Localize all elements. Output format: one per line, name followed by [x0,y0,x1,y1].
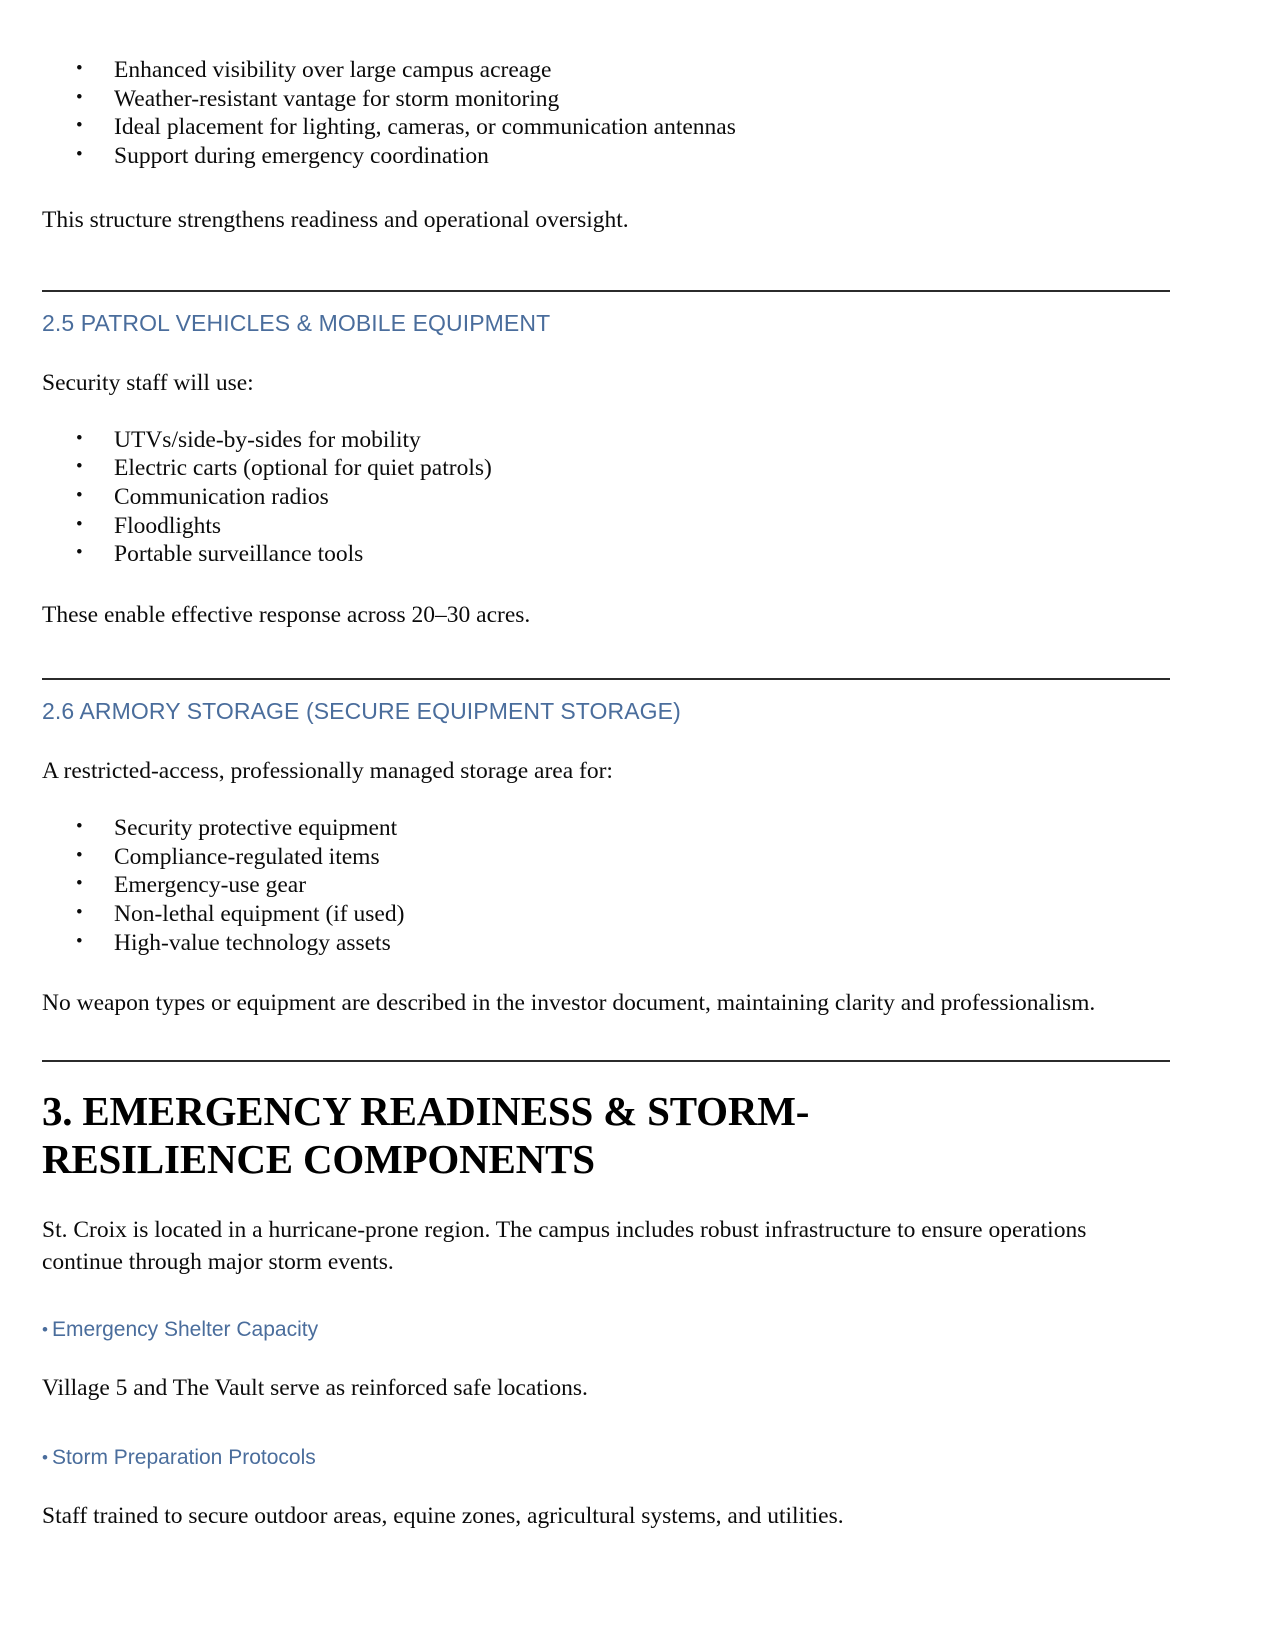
storm-preparation-protocols-label [42,1446,1170,1470]
list-item-label: Floodlights [114,512,222,539]
section-2-5-closing-paragraph: These enable effective response across 20–30 acres. [42,601,531,628]
list-item [42,929,1170,958]
list-item [42,814,1170,843]
list-item-label: Support during emergency coordination [114,142,489,169]
list-item [42,56,1170,85]
list-item [42,454,1170,483]
list-item [42,512,1170,541]
list-item [42,540,1170,569]
top-section-closing-paragraph: This structure strengthens readiness and operational oversight. [42,207,629,234]
blue-item-text: Storm Preparation Protocols [51,1445,316,1469]
list-item [42,85,1170,114]
top-benefits-list [42,56,1170,170]
list-item [42,113,1170,142]
section-heading-3: 3. EMERGENCY READINESS & STORM-RESILIENCE COMPONENTS [42,1088,810,1182]
list-item [42,871,1170,900]
section-2-5-intro: Security staff will use: [42,369,254,396]
emergency-shelter-capacity-label [42,1318,1170,1342]
section-3-intro: St. Croix is located in a hurricane-prone region. The campus includes robust infrastructure to ensure operations continue through major storm events. [42,1216,1087,1275]
list-item-label: Emergency-use gear [114,872,307,899]
list-item [42,900,1170,929]
storm-preparation-protocols-body: Staff trained to secure outdoor areas, equine zones, agricultural systems, and utilities. [42,1502,844,1529]
bullet-dot-icon: • [42,1447,48,1467]
emergency-shelter-capacity-body: Village 5 and The Vault serve as reinforced safe locations. [42,1375,588,1402]
list-item-label: Communication radios [114,484,329,510]
list-item-label: High-value technology assets [114,929,391,956]
list-item-label: Security protective equipment [114,815,398,842]
list-item-label: Ideal placement for lighting, cameras, or communication antennas [114,114,736,141]
armory-storage-list [42,814,1170,957]
list-item-label: Electric carts (optional for quiet patrols) [114,455,492,482]
list-item [42,426,1170,455]
blue-item-text: Emergency Shelter Capacity [51,1318,319,1342]
list-item-label: UTVs/side-by-sides for mobility [114,426,421,453]
section-heading-2-5: 2.5 PATROL VEHICLES & MOBILE EQUIPMENT [42,309,551,336]
list-item-label: Weather-resistant vantage for storm monitoring [114,85,560,112]
section-heading-2-6: 2.6 ARMORY STORAGE (SECURE EQUIPMENT STORAGE) [42,698,681,724]
list-item-label: Compliance-regulated items [114,843,380,870]
section-2-6-intro: A restricted-access, professionally managed storage area for: [42,758,613,784]
list-item [42,483,1170,512]
section-2-6-closing-paragraph: No weapon types or equipment are described in the investor document, maintaining clarity and professionalism. [42,990,1096,1017]
list-item-label: Enhanced visibility over large campus acreage [114,57,552,83]
list-item-label: Non-lethal equipment (if used) [114,901,405,927]
bullet-dot-icon: • [42,1320,48,1340]
list-item [42,843,1170,872]
patrol-equipment-list [42,426,1170,569]
list-item [42,142,1170,171]
list-item-label: Portable surveillance tools [114,541,364,568]
